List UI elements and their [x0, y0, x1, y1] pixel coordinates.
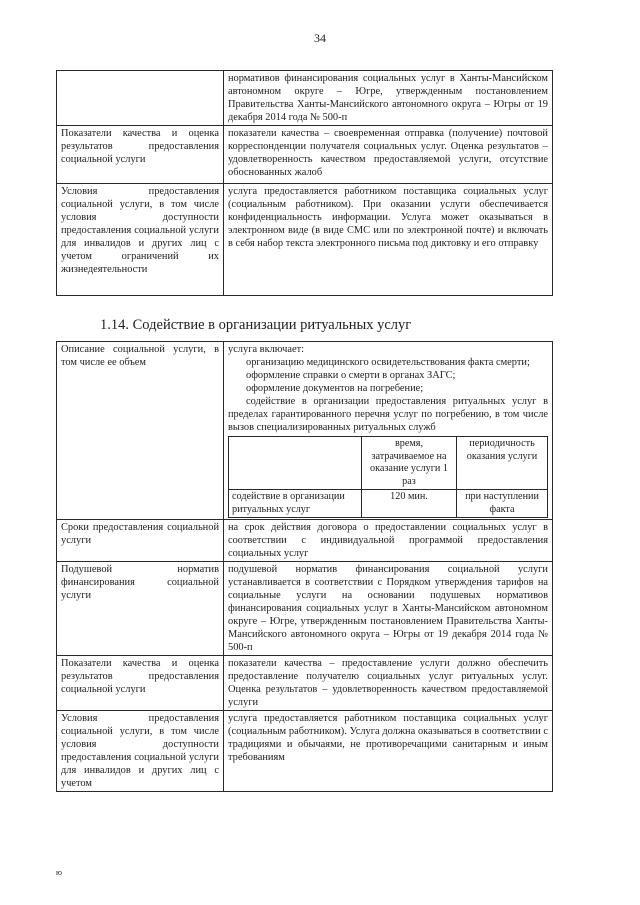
time-table-row: [229, 490, 548, 518]
table-cell-label: Показатели качества и оценка результатов предоставления социальной услуги: [57, 126, 224, 184]
description-item: оформление документов на погребение;: [246, 383, 424, 394]
description-intro: услуга включает:: [228, 344, 305, 355]
table-row: [57, 126, 553, 184]
table-row: [57, 71, 553, 126]
time-table-cell: при наступлении факта: [457, 490, 548, 518]
table-cell-text: на срок действия договора о предоставлении социальных услуг в соответствии с индивидуальной программой предоставления социальных услуг: [224, 520, 553, 562]
table-cell-text: показатели качества – своевременная отправка (получение) почтовой корреспонденции получателя социальных услуг. Оценка результатов – удовлетворенность качеством предоставляемой услуги, отсутствие обоснованных жалоб: [224, 126, 553, 184]
time-table-header-cell: [229, 437, 362, 490]
table-row: [57, 342, 553, 520]
section-heading: 1.14. Содействие в организации ритуальных услуг: [100, 317, 412, 333]
table-row: [57, 656, 553, 711]
table-cell-text: нормативов финансирования социальных услуг в Ханты-Мансийском автономном округе – Югре, утвержденным постановлением Правительства Ханты-Мансийского автономного округа – Югры от 19 декабря 2014 года № 500-п: [224, 71, 553, 126]
table-row: [57, 520, 553, 562]
table-cell-label: Сроки предоставления социальной услуги: [57, 520, 224, 562]
table-row: [57, 562, 553, 656]
table-cell-text: показатели качества – предоставление услуги должно обеспечить предоставление получателю социальных услуг ритуальных услуг. Оценка результатов – удовлетворенность качеством предоставляемой услуги: [224, 656, 553, 711]
table-cell-text: услуга предоставляется работником поставщика социальных услуг (социальным работником). Услуга должна оказываться в соответствии с традициями и обычаями, не противоречащими санитарным и иным требованиям: [224, 711, 553, 792]
time-table-cell: содействие в организации ритуальных услуг: [229, 490, 362, 518]
table-cell-text: подушевой норматив финансирования социальной услуги устанавливается в соответствии с Порядком утверждения тарифов на социальные услуги на основании подушевых нормативов финансирования социальных услуг в Ханты-Мансийском автономном округе – Югре, утвержденным постановлением Правительства Ханты-Мансийского автономного округа – Югры от 19 декабря 2014 года № 500-п: [224, 562, 553, 656]
time-table: [228, 436, 548, 518]
page-number: 34: [314, 31, 326, 45]
footer-mark: ю: [56, 868, 62, 877]
time-table-header-cell: время, затрачиваемое на оказание услуги 1 раз: [362, 437, 457, 490]
table-cell-label: Подушевой норматив финансирования социальной услуги: [57, 562, 224, 656]
time-table-header: [229, 437, 548, 490]
table-top: [56, 70, 553, 296]
time-table-header-cell: периодичность оказания услуги: [457, 437, 548, 490]
table-cell-label: Показатели качества и оценка результатов предоставления социальной услуги: [57, 656, 224, 711]
table-cell-label: Описание социальной услуги, в том числе ее объем: [57, 342, 224, 520]
table-row: [57, 711, 553, 792]
description-item: содействие в организации предоставления ритуальных услуг в пределах гарантированного перечня услуг по погребению, в том числе вызов специализированных ритуальных служб: [228, 396, 548, 433]
time-table-cell: 120 мин.: [362, 490, 457, 518]
table-cell-description: [224, 342, 553, 520]
table-cell-label: Условия предоставления социальной услуги, в том числе условия доступности предоставления социальной услуги для инвалидов и других лиц с учетом ограничений их жизнедеятельности: [57, 184, 224, 296]
description-item: оформление справки о смерти в органах ЗАГС;: [246, 370, 456, 381]
table-cell-label: [57, 71, 224, 126]
table-cell-text: услуга предоставляется работником поставщика социальных услуг (социальным работником). При оказании услуги обеспечивается конфиденциальность информации. Услуга может оказываться в электронном виде (в виде СМС или по электронной почте) и включать в себя набор текста электронного письма под диктовку и его отправку: [224, 184, 553, 296]
table-main: [56, 341, 553, 792]
table-cell-label: Условия предоставления социальной услуги, в том числе условия доступности предоставления социальной услуги для инвалидов и других лиц с учетом: [57, 711, 224, 792]
description-item: организацию медицинского освидетельствования факта смерти;: [246, 357, 530, 368]
table-row: [57, 184, 553, 296]
